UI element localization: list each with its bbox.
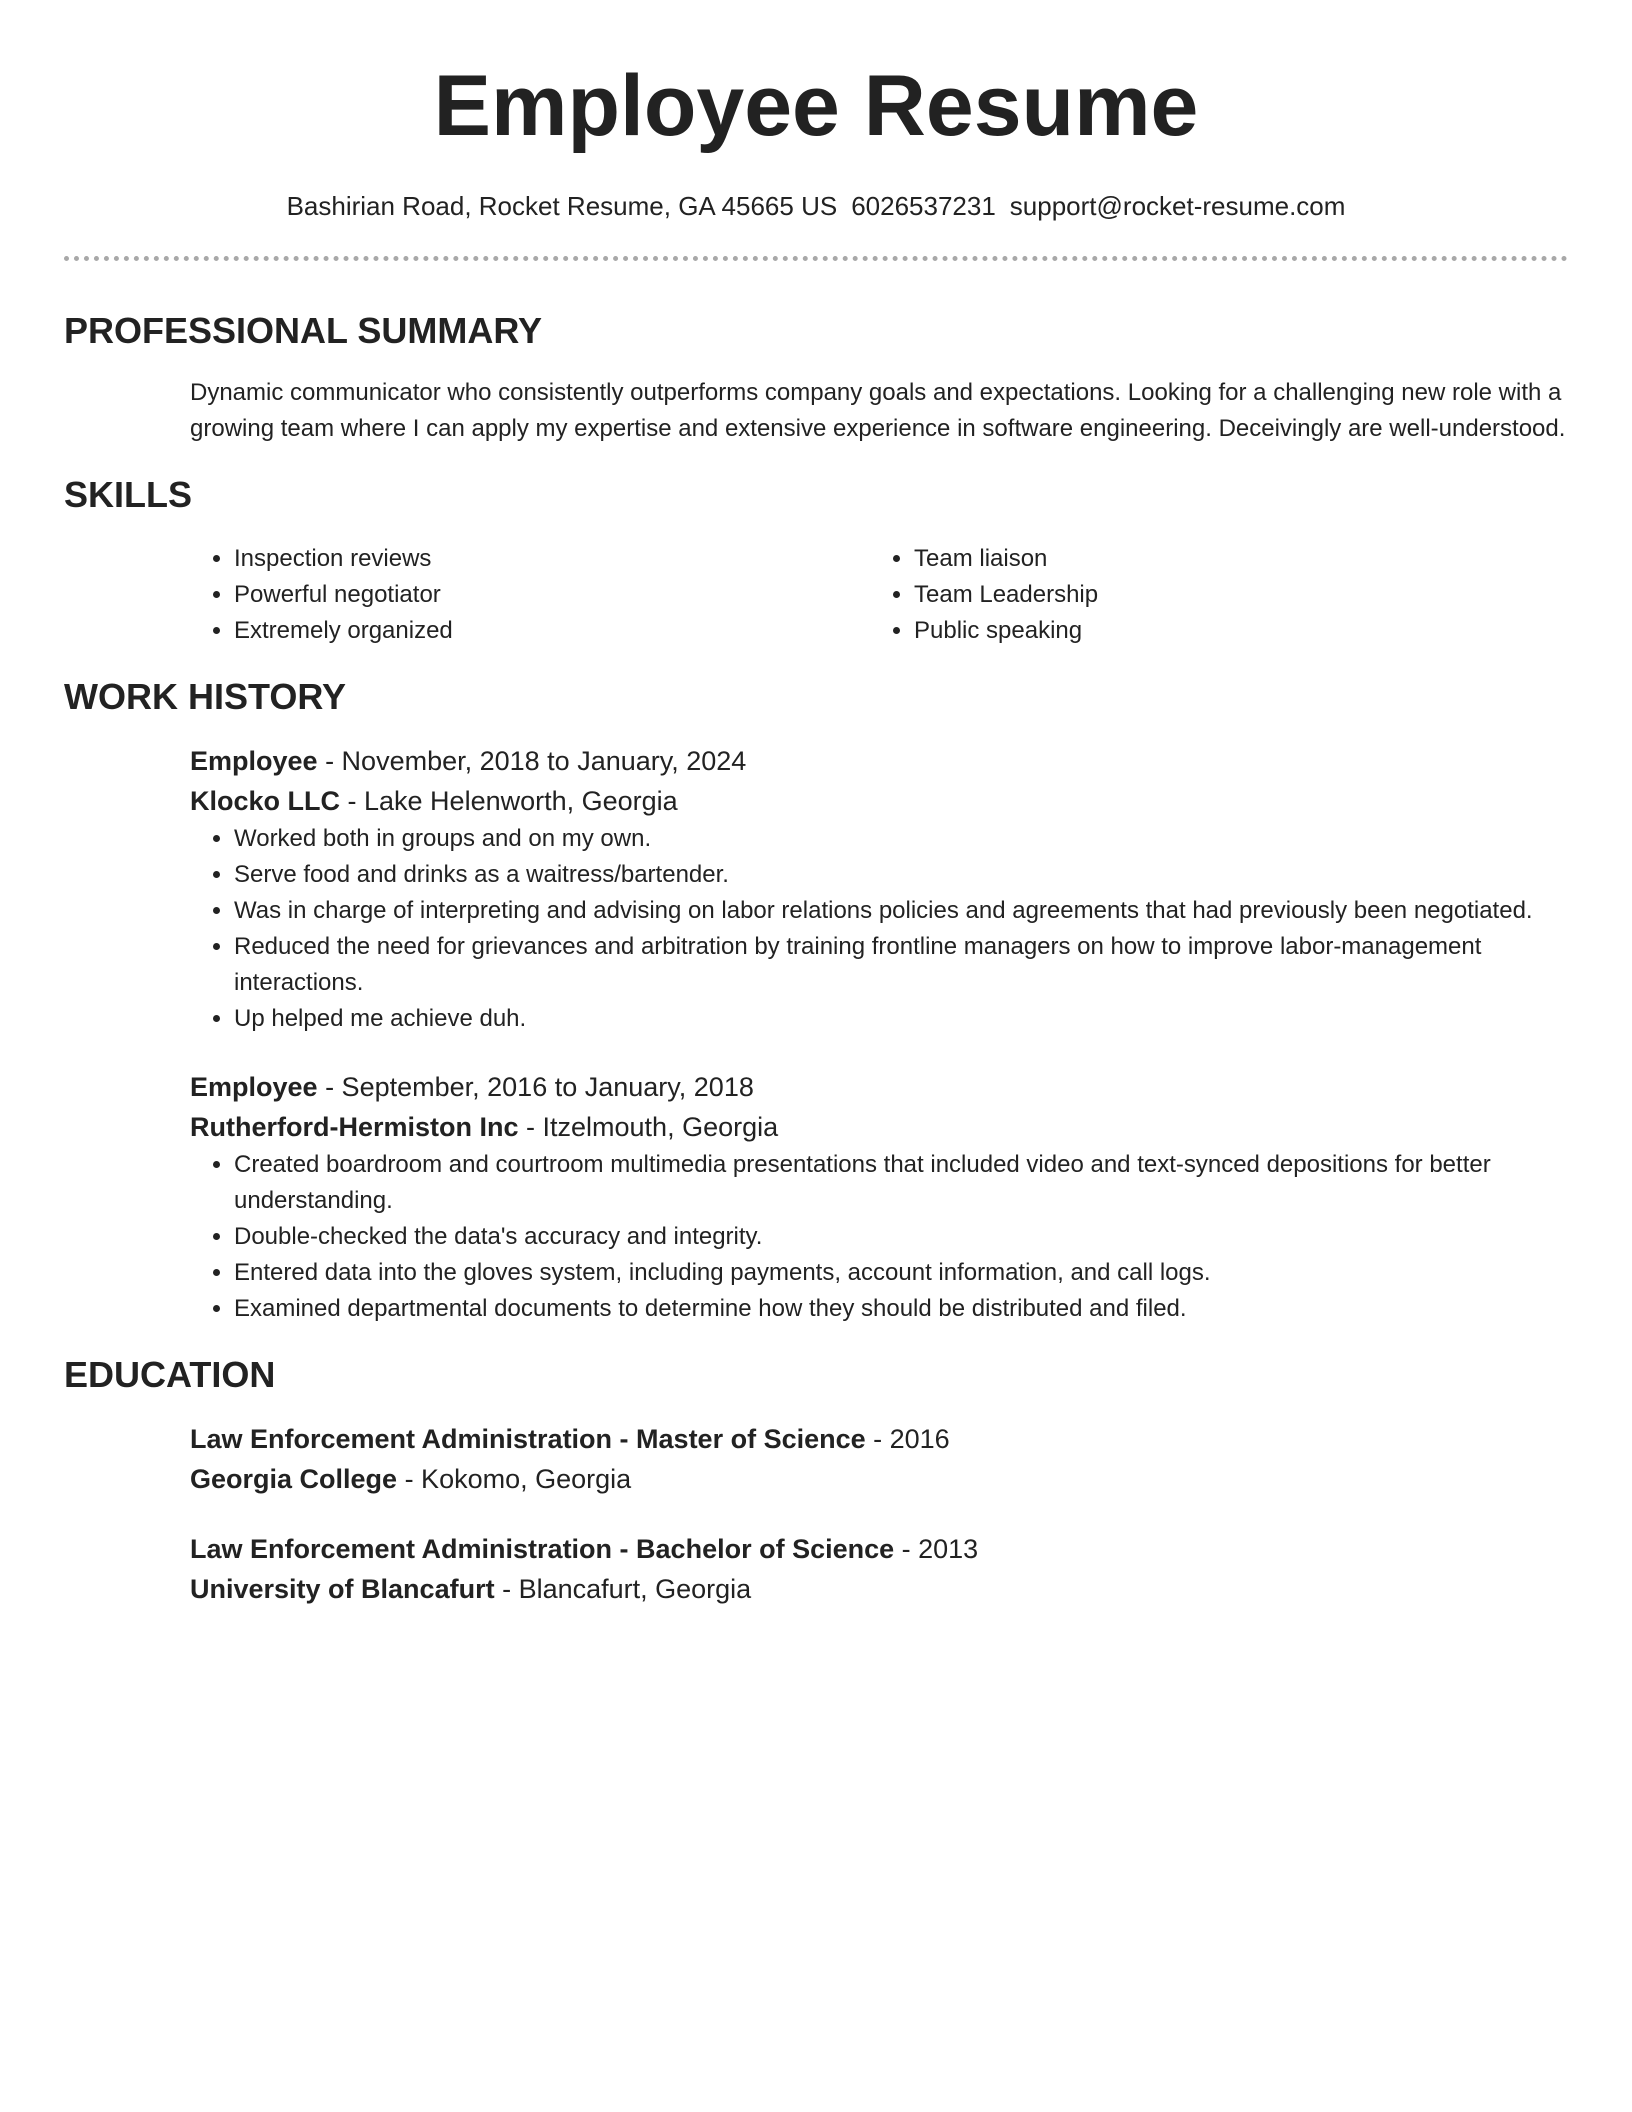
resume-header	[64, 0, 1568, 222]
skills-grid	[190, 541, 1568, 649]
job-bullet: • Examined departmental documents to determine how they should be distributed and filed.	[234, 1291, 1568, 1327]
job-bullet: • Entered data into the gloves system, including payments, account information, and call logs.	[234, 1255, 1568, 1291]
skills-column-left	[190, 541, 870, 649]
contact-line	[64, 190, 1568, 222]
job-bullet: • Created boardroom and courtroom multimedia presentations that included video and text-synced depositions for better understanding.	[234, 1147, 1568, 1219]
job-title-line	[190, 1067, 1568, 1107]
contact-email: support@rocket-resume.com	[1009, 191, 1346, 221]
contact-address: Bashirian Road, Rocket Resume, GA 45665 US	[286, 191, 838, 221]
job-location: - Lake Helenworth, Georgia	[340, 786, 678, 816]
job-bullet: • Was in charge of interpreting and advising on labor relations policies and agreements that had previously been negotiated.	[234, 893, 1568, 929]
resume-name: Employee Resume	[433, 58, 1199, 154]
education-degree-line	[190, 1419, 1568, 1459]
job-title-line	[190, 741, 1568, 781]
job-role: Employee	[190, 1072, 318, 1102]
job-bullet-list	[190, 1147, 1568, 1327]
skill-item: • Public speaking	[914, 613, 1550, 649]
education-entry	[190, 1419, 1568, 1499]
skill-item: • Team Leadership	[914, 577, 1550, 613]
skill-item: • Inspection reviews	[234, 541, 870, 577]
skills-section	[64, 473, 1568, 649]
summary-text: Dynamic communicator who consistently outperforms company goals and expectations. Looking for a challenging new role with a growing team where I can apply my expertise and extensive experience in software engineering. Deceivingly are well-understood.	[190, 379, 1566, 442]
job-dates: - November, 2018 to January, 2024	[317, 746, 747, 776]
education-school-line	[190, 1459, 1568, 1499]
education-location: - Blancafurt, Georgia	[494, 1574, 752, 1604]
header-divider	[64, 256, 1568, 261]
skill-item: • Team liaison	[914, 541, 1550, 577]
education-degree-line	[190, 1529, 1568, 1569]
job-bullet: • Double-checked the data's accuracy and integrity.	[234, 1219, 1568, 1255]
job-role: Employee	[190, 746, 318, 776]
job-bullet: • Serve food and drinks as a waitress/bartender.	[234, 857, 1568, 893]
skills-heading: SKILLS	[64, 474, 193, 515]
contact-phone: 6026537231	[851, 191, 996, 221]
education-year: - 2013	[894, 1534, 979, 1564]
education-heading: EDUCATION	[64, 1354, 276, 1395]
summary-heading: PROFESSIONAL SUMMARY	[64, 310, 543, 351]
education-entry	[190, 1529, 1568, 1609]
job-bullet: • Reduced the need for grievances and arbitration by training frontline managers on how to improve labor-management interactions.	[234, 929, 1568, 1001]
work-history-heading: WORK HISTORY	[64, 676, 347, 717]
education-degree: Law Enforcement Administration - Master of Science	[190, 1424, 866, 1454]
job-bullet-list	[190, 821, 1568, 1037]
education-school-line	[190, 1569, 1568, 1609]
education-degree: Law Enforcement Administration - Bachelor of Science	[190, 1534, 895, 1564]
education-section	[64, 1353, 1568, 1609]
job-company-line	[190, 1107, 1568, 1147]
work-history-section	[64, 675, 1568, 1327]
job-company: Rutherford-Hermiston Inc	[190, 1112, 519, 1142]
job-company: Klocko LLC	[190, 786, 341, 816]
job-entry	[190, 1067, 1568, 1327]
job-dates: - September, 2016 to January, 2018	[317, 1072, 754, 1102]
skill-item: • Extremely organized	[234, 613, 870, 649]
job-bullet: • Up helped me achieve duh.	[234, 1001, 1568, 1037]
education-location: - Kokomo, Georgia	[397, 1464, 632, 1494]
education-year: - 2016	[865, 1424, 950, 1454]
summary-section	[64, 309, 1568, 447]
skill-item: • Powerful negotiator	[234, 577, 870, 613]
job-company-line	[190, 781, 1568, 821]
education-school: Georgia College	[190, 1464, 398, 1494]
skills-column-right	[870, 541, 1550, 649]
job-location: - Itzelmouth, Georgia	[518, 1112, 779, 1142]
job-entry	[190, 741, 1568, 1037]
education-school: University of Blancafurt	[190, 1574, 495, 1604]
job-bullet: • Worked both in groups and on my own.	[234, 821, 1568, 857]
